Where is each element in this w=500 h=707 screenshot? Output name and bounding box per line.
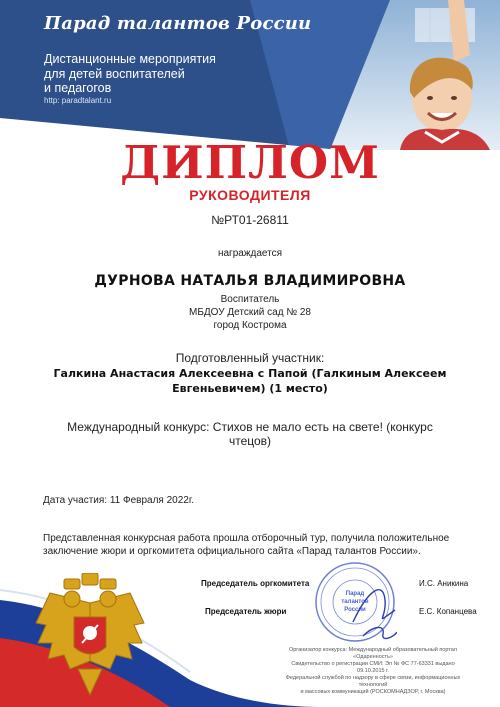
organizer-line: Свидетельство о регистрации СМИ: Эл № ФС 77-63331 выдано 09.10.2015 г. [291,661,455,674]
description-line: заключение жюри и оргкомитета официального сайта «Парад талантов России». [43,546,421,557]
recipient-city: город Кострома [213,320,287,331]
header-subtitle [44,52,274,96]
participant-line: Евгеньевичем) (1 место) [172,382,328,395]
recipient-institution: МБДОУ Детский сад № 28 [189,307,311,318]
awarded-label: награждается [217,248,283,259]
org-chair-label: Председатель оргкомитета [201,579,310,588]
jury-chair-label: Председатель жюри [205,607,287,616]
child-photo [330,0,500,150]
contest-name [50,420,450,448]
header-subtitle-line: для детей воспитателей [44,66,185,81]
org-chair-name: И.С. Аникина [419,579,469,588]
stamp-line: Парад [345,591,365,597]
header-subtitle-line: и педагогов [44,81,112,95]
header-subtitle-line: Дистанционные мероприятия [44,52,216,66]
contest-line: чтецов) [228,434,272,448]
site-url: http: paradtalant.ru [44,96,112,105]
participant-line: Галкина Анастасия Алексеевна с Папой (Галкиным Алексеем [53,367,447,380]
round-seal-icon [313,560,397,644]
recipient-name: ДУРНОВА НАТАЛЬЯ ВЛАДИМИРОВНА [94,273,406,289]
diploma-title: ДИПЛОМ [120,136,380,189]
participant-label: Подготовленный участник: [175,351,325,365]
participation-date: Дата участия: 11 Февраля 2022г. [43,495,195,506]
participant-name [50,366,450,396]
brand-name: Парад талантов России [44,13,312,34]
recipient-position: Воспитатель [220,294,280,305]
russian-coat-of-arms-icon [30,573,150,699]
organizer-line: Федеральной службой по надзору в сфере связи, информационных технологий [285,675,461,688]
stamp-line: талантов [341,599,369,605]
organizer-info [280,647,466,696]
diploma-subtitle: РУКОВОДИТЕЛЯ [189,187,311,203]
description-line: Представленная конкурсная работа прошла отборочный тур, получила положительное [43,533,450,544]
organizer-line: Организатор конкурса: Международный образовательный портал «Одаренность» [288,647,458,660]
stamp-line: России [344,607,366,613]
contest-line: Международный конкурс: Стихов не мало есть на свете! (конкурс [67,420,433,434]
diploma-number: №РТ01-26811 [211,213,289,227]
description [43,532,463,558]
jury-chair-name: Е.С. Копанцева [419,607,477,616]
organizer-line: и массовых коммуникаций (РОСКОМНАДЗОР, г. Москва) [300,689,446,695]
